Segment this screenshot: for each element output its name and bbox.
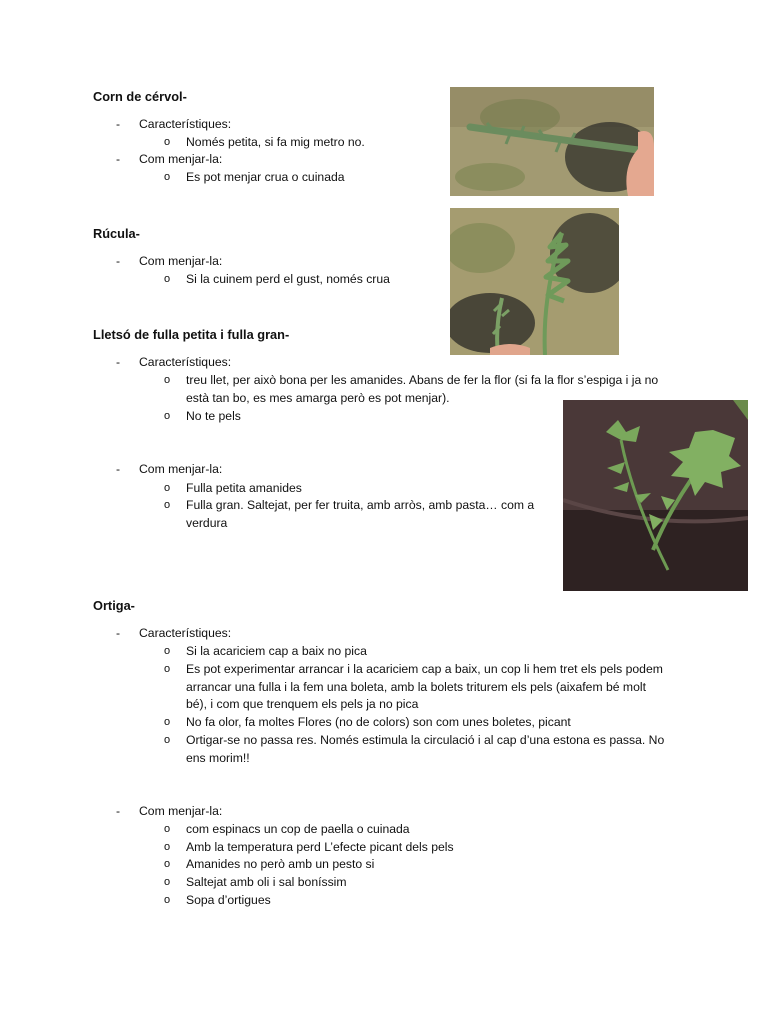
dash-marker: -	[116, 462, 121, 476]
bullet-marker: o	[164, 858, 171, 870]
list-item: Amanides no però amb un pesto si	[186, 857, 375, 871]
bullet-marker: o	[164, 482, 171, 494]
list-item: Es pot experimentar arrancar i la acariciem cap a baix, un cop li hem tret els pels podem arrancar una fulla i la fem una boleta, amb la bolets triturem els pels (aixafem bé molt bé), i com que trenquem els pels ja no pica	[186, 662, 663, 711]
list-item: Fulla petita amanides	[186, 481, 302, 495]
list-label: Com menjar-la:	[139, 462, 223, 476]
list-item: Amb la temperatura perd L’efecte picant dels pels	[186, 840, 454, 854]
bullet-marker: o	[164, 499, 171, 511]
bullet-marker: o	[164, 716, 171, 728]
list-item: No fa olor, fa moltes Flores (no de colors) son com unes boletes, picant	[186, 715, 571, 729]
list-item: Només petita, si fa mig metro no.	[186, 135, 365, 149]
list-label: Com menjar-la:	[139, 804, 223, 818]
list-item: Si la acariciem cap a baix no pica	[186, 644, 367, 658]
dash-marker: -	[116, 355, 121, 369]
heading-rucula: Rúcula-	[93, 226, 140, 241]
list-label: Com menjar-la:	[139, 254, 223, 268]
list-label: Característiques:	[139, 355, 232, 369]
list-label: Característiques:	[139, 626, 232, 640]
dash-marker: -	[116, 254, 121, 268]
dash-marker: -	[116, 117, 121, 131]
list-item: com espinacs un cop de paella o cuinada	[186, 822, 410, 836]
bullet-marker: o	[164, 841, 171, 853]
dash-marker: -	[116, 804, 121, 818]
list-item: Saltejat amb oli i sal boníssim	[186, 875, 347, 889]
dash-marker: -	[116, 152, 121, 166]
list-item: Ortigar-se no passa res. Només estimula la circulació i al cap d’una estona es passa. No ens morim!!	[186, 733, 665, 765]
dash-marker: -	[116, 626, 121, 640]
bullet-marker: o	[164, 171, 171, 183]
bullet-marker: o	[164, 894, 171, 906]
heading-corn-de-cervol: Corn de cérvol-	[93, 89, 187, 104]
photo-rucula	[450, 208, 619, 355]
heading-ortiga: Ortiga-	[93, 598, 135, 613]
list-item: treu llet, per això bona per les amanides. Abans de fer la flor (si fa la flor s’espiga i ja no està tan bo, es mes amarga però es pot menjar).	[186, 373, 659, 405]
bullet-marker: o	[164, 876, 171, 888]
photo-corn-de-cervol	[450, 87, 654, 196]
list-item: No te pels	[186, 409, 241, 423]
bullet-marker: o	[164, 410, 171, 422]
bullet-marker: o	[164, 645, 171, 657]
list-item: Fulla gran. Saltejat, per fer truita, amb arròs, amb pasta… com a verdura	[186, 498, 535, 530]
list-item: Es pot menjar crua o cuinada	[186, 170, 345, 184]
bullet-marker: o	[164, 734, 171, 746]
bullet-marker: o	[164, 136, 171, 148]
bullet-marker: o	[164, 374, 171, 386]
list-label: Com menjar-la:	[139, 152, 223, 166]
list-label: Característiques:	[139, 117, 232, 131]
heading-lletso: Lletsó de fulla petita i fulla gran-	[93, 327, 290, 342]
list-item: Si la cuinem perd el gust, només crua	[186, 272, 390, 286]
bullet-marker: o	[164, 273, 171, 285]
photo-lletso	[563, 400, 748, 591]
bullet-marker: o	[164, 663, 171, 675]
list-item: Sopa d’ortigues	[186, 893, 271, 907]
bullet-marker: o	[164, 823, 171, 835]
